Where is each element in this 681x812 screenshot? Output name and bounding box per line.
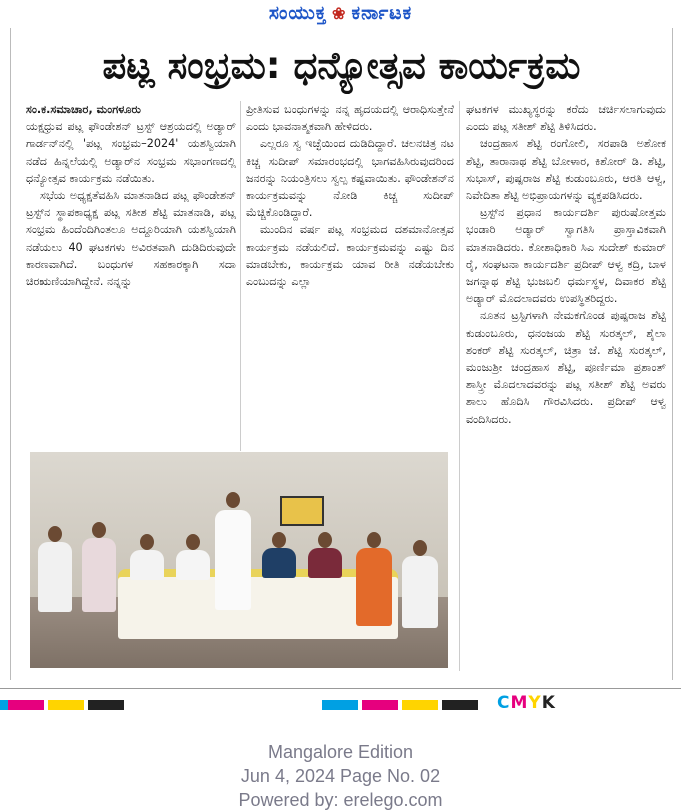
article-paragraph: ಸಭೆಯ ಅಧ್ಯಕ್ಷತೆವಹಿಸಿ ಮಾತನಾಡಿದ ಪಟ್ಲ ಫೌಂಡೇಶನ್ ಟ್ರಸ್ಟ್‌ನ ಸ್ಥಾಪಕಾಧ್ಯಕ್ಷ ಪಟ್ಲ ಸತೀಶ ಶೆಟ್ಟಿ ಮಾತನಾಡಿ, ಪಟ್ಲ ಸಂಭ್ರಮ ಹಿಂದೆಂದಿಗಿಂತಲೂ ಅದ್ದೂರಿಯಾಗಿ ಯಶಸ್ವಿಯಾಗಿ ನಡೆಯಲು 40 ಘಟಕಗಳು ಅವಿರತವಾಗಿ ದುಡಿದಿರುವುದೇ ಕಾರಣವಾಗಿದೆ. ಬಂಧುಗಳ ಸಹಕಾರಕ್ಕಾಗಿ ಸದಾ ಚಿರಋಣಿಯಾಗಿದ್ದೇನೆ. ನನ್ನನ್ನು (26, 189, 236, 289)
color-swatch (0, 700, 8, 710)
color-swatch (8, 700, 44, 710)
masthead-logo-icon: ❀ (332, 4, 347, 23)
stage-banner (280, 496, 324, 526)
color-swatch (402, 700, 438, 710)
article-column-1 (26, 101, 236, 451)
article-column-2 (246, 101, 454, 451)
color-swatch (48, 700, 84, 710)
article-column-3 (466, 101, 666, 671)
page-bottom-rule (0, 688, 681, 689)
powered-by-link[interactable]: Powered by: erelego.com (238, 790, 443, 810)
article-paragraph: ನೂತನ ಟ್ರಸ್ಟಿಗಳಾಗಿ ನೇಮಕಗೊಂಡ ಪುಷ್ಪರಾಜ ಶೆಟ್ಟಿ ಕುಡುಂಬೂರು, ಧನಂಜಯ ಶೆಟ್ಟಿ ಸುರತ್ಕಲ್, ಶೈಲಾ ಶಂಕರ್ ಶೆಟ್ಟಿ ಸುರತ್ಕಲ್, ಚಿತ್ರಾ ಜೆ. ಶೆಟ್ಟಿ ಸುರತ್ಕಲ್, ಮಂಜುಶ್ರೀ ಚಂದ್ರಹಾಸ ಶೆಟ್ಟಿ, ಪೂರ್ಣಿಮಾ ಪ್ರಶಾಂತ್ ಶಾಸ್ತ್ರೀ ಮೊದಲಾದವರನ್ನು ಪಟ್ಲ ಸತೀಶ್ ಶೆಟ್ಟಿ ಅವರು ಶಾಲು ಹೊದಿಸಿ ಗೌರವಿಸಿದರು. ಪ್ರದೀಪ್ ಆಳ್ವ ವಂದಿಸಿದರು. (466, 309, 666, 426)
column-divider (240, 101, 241, 451)
event-photo (30, 452, 448, 668)
page-border-right (672, 28, 673, 680)
article-paragraph: ಘಟಕಗಳ ಮುಖ್ಯಸ್ಥರನ್ನು ಕರೆದು ಚರ್ಚಿಸಲಾಗುವುದು ಎಂದು ಪಟ್ಲ ಸತೀಶ್ ಶೆಟ್ಟಿ ತಿಳಿಸಿದರು. (466, 103, 666, 134)
edition-label: Mangalore Edition (267, 742, 414, 762)
article-paragraph: ಪ್ರೀತಿಸುವ ಬಂಧುಗಳನ್ನು ನನ್ನ ಹೃದಯದಲ್ಲಿ ಆರಾಧಿಸುತ್ತೇನೆ ಎಂದು ಭಾವನಾತ್ಮಕವಾಗಿ ಹೇಳಿದರು. (246, 103, 454, 134)
masthead-name-part2: ಕರ್ನಾಟಕ (351, 2, 413, 24)
newspaper-masthead (0, 0, 681, 28)
color-swatch (88, 700, 124, 710)
color-swatch (322, 700, 358, 710)
article-byline: ಸಂ.ಕ.ಸಮಾಚಾರ, ಮಂಗಳೂರು (26, 103, 141, 116)
date-page-label: Jun 4, 2024 Page No. 02 (240, 766, 441, 786)
cmyk-mark: CMYK (497, 693, 556, 713)
article-paragraph: ಎಲ್ಲರೂ ಸ್ವ ಇಚ್ಛೆಯಿಂದ ದುಡಿದಿದ್ದಾರೆ. ಚಲನಚಿತ್ರ ನಟ ಕಿಚ್ಚ ಸುದೀಪ್ ಸಮಾರಂಭದಲ್ಲಿ ಭಾಗವಹಿಸಿರುವುದರಿಂದ ಜನರನ್ನು ನಿಯಂತ್ರಿಸಲು ಸ್ವಲ್ಪ ಕಷ್ಟವಾಯಿತು. ಫೌಂಡೇಶನ್‌ನ ಕಾರ್ಯಕ್ರಮವನ್ನು ನೋಡಿ ಕಿಚ್ಚ ಸುದೀಪ್ ಮೆಚ್ಚಿಕೊಂಡಿದ್ದಾರೆ. (246, 137, 454, 220)
color-swatch (442, 700, 478, 710)
article-paragraph: ಯಕ್ಷಧ್ರುವ ಪಟ್ಲ ಫೌಂಡೇಶನ್ ಟ್ರಸ್ಟ್ ಆಶ್ರಯದಲ್ಲಿ ಅಡ್ಯಾರ್ ಗಾರ್ಡನ್‌ನಲ್ಲಿ 'ಪಟ್ಲ ಸಂಭ್ರಮ–2024' ಯಶಸ್ವಿಯಾಗಿ ನಡೆದ ಹಿನ್ನಲೆಯಲ್ಲಿ ಅಡ್ಯಾರ್‌ನ ಸಂಭ್ರಮ ಸಭಾಂಗಣದಲ್ಲಿ ಧನ್ಯೋತ್ಸವ ಕಾರ್ಯಕ್ರಮ ನಡೆಯಿತು. (26, 120, 236, 185)
article-paragraph: ಚಂದ್ರಹಾಸ ಶೆಟ್ಟಿ ರಂಗೋಲಿ, ಸರಪಾಡಿ ಅಶೋಕ ಶೆಟ್ಟಿ, ತಾರಾನಾಥ ಶೆಟ್ಟಿ ಬೋಳಾರ, ಕಿಶೋರ್ ಡಿ. ಶೆಟ್ಟಿ, ಸುಭಾಸ್, ಪುಷ್ಪರಾಜ ಶೆಟ್ಟಿ ಕುಡುಂಬೂರು, ಆರತಿ ಆಳ್ವ, ನಿವೇದಿತಾ ಶೆಟ್ಟಿ ಅಭಿಪ್ರಾಯಗಳನ್ನು ವ್ಯಕ್ತಪಡಿಸಿದರು. (466, 137, 666, 203)
article-headline: ಪಟ್ಲ ಸಂಭ್ರಮ: ಧನ್ಯೋತ್ಸವ ಕಾರ್ಯಕ್ರಮ (102, 44, 581, 87)
article-paragraph: ಮುಂದಿನ ವರ್ಷ ಪಟ್ಲ ಸಂಭ್ರಮದ ದಶಮಾನೋತ್ಸವ ಕಾರ್ಯಕ್ರಮ ನಡೆಯಲಿದೆ. ಕಾರ್ಯಕ್ರಮವನ್ನು ಎಷ್ಟು ದಿನ ಮಾಡಬೇಕು, ಕಾರ್ಯಕ್ರಮ ಯಾವ ರೀತಿ ನಡೆಯಬೇಕು ಎಂಬುದನ್ನು ಎಲ್ಲಾ (246, 223, 454, 289)
page-border-left (10, 28, 11, 680)
color-swatch (362, 700, 398, 710)
column-divider (459, 101, 460, 671)
article-paragraph: ಟ್ರಸ್ಟ್‌ನ ಪ್ರಧಾನ ಕಾರ್ಯದರ್ಶಿ ಪುರುಷೋತ್ತಮ ಭಂಡಾರಿ ಅಡ್ಯಾರ್ ಸ್ವಾಗತಿಸಿ ಪ್ರಾಸ್ತಾವಿಕವಾಗಿ ಮಾತನಾಡಿದರು. ಕೋಶಾಧಿಕಾರಿ ಸಿಎ ಸುದೇಶ್ ಕುಮಾರ್ ರೈ, ಸಂಘಟನಾ ಕಾರ್ಯದರ್ಶಿ ಪ್ರದೀಪ್ ಆಳ್ವ ಕದ್ರಿ, ಬಾಳ ಜಗನ್ನಾಥ ಶೆಟ್ಟಿ ಭುಜಬಲಿ ಧರ್ಮಸ್ಥಳ, ದಿವಾಕರ ಶೆಟ್ಟಿ ಅಡ್ಯಾರ್ ಮೊದಲಾದವರು ಉಪಸ್ಥಿತರಿದ್ದರು. (466, 206, 666, 306)
masthead-name-part1: ಸಂಯುಕ್ತ (268, 2, 327, 24)
